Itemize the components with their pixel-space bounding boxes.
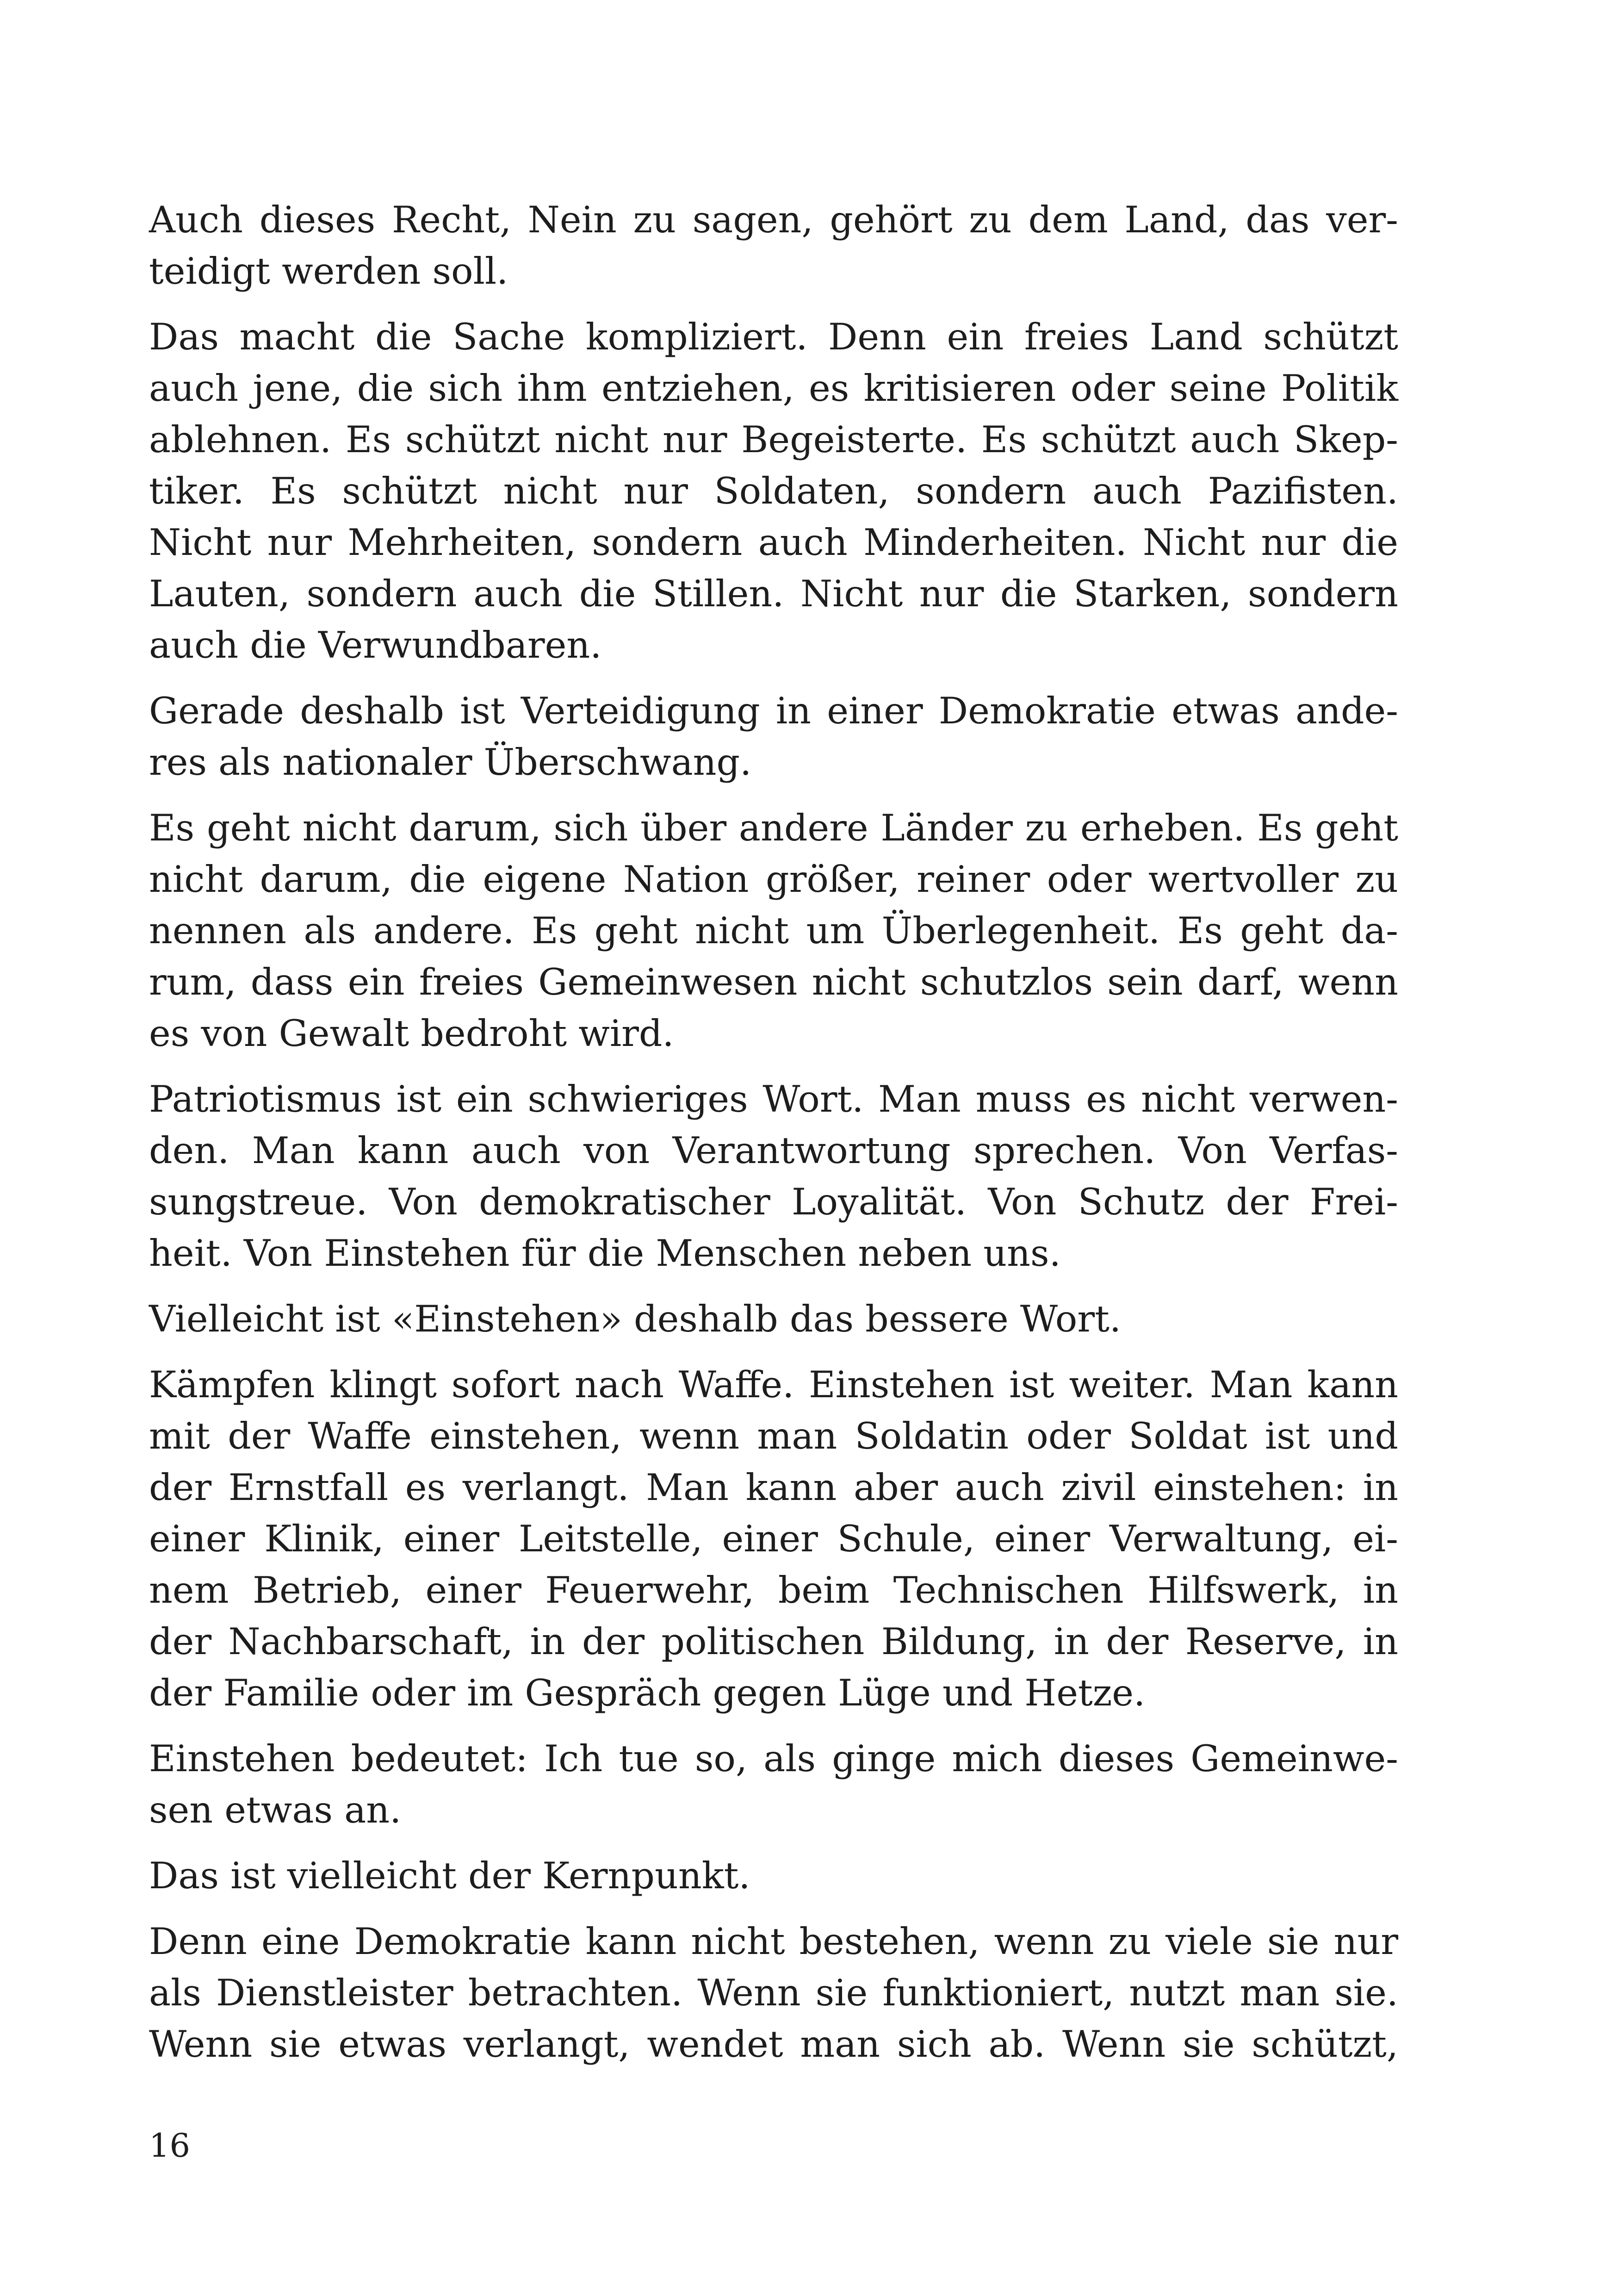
paragraph <box>149 1359 1398 1719</box>
text-line: res als nationaler Überschwang. <box>149 741 752 784</box>
paragraph <box>149 1850 1398 1902</box>
text-line: nicht darum, die eigene Nation größer, reiner oder wertvoller zu <box>149 858 1398 901</box>
paragraph <box>149 1294 1398 1345</box>
text-line: Denn eine Demokratie kann nicht bestehen, wenn zu viele sie nur <box>149 1920 1398 1963</box>
text-line: der Nachbarschaft, in der politischen Bildung, in der Reserve, in <box>149 1620 1398 1663</box>
text-line: es von Gewalt bedroht wird. <box>149 1012 674 1055</box>
text-line: auch jene, die sich ihm entziehen, es kritisieren oder seine Politik <box>149 367 1398 410</box>
paragraph <box>149 685 1398 788</box>
paragraph <box>149 1733 1398 1836</box>
text-line: nennen als andere. Es geht nicht um Überlegenheit. Es geht da- <box>149 909 1398 952</box>
text-line: teidigt werden soll. <box>149 250 508 292</box>
text-line: Kämpfen klingt sofort nach Waffe. Einstehen ist weiter. Man kann <box>149 1363 1398 1406</box>
text-line: Es geht nicht darum, sich über andere Länder zu erheben. Es geht <box>149 807 1398 849</box>
text-line: der Familie oder im Gespräch gegen Lüge und Hetze. <box>149 1672 1146 1714</box>
text-line: Vielleicht ist «Einstehen» deshalb das bessere Wort. <box>149 1298 1121 1340</box>
body-text <box>149 194 1398 2084</box>
text-line: Wenn sie etwas verlangt, wendet man sich ab. Wenn sie schützt, <box>149 2023 1398 2066</box>
text-line: als Dienstleister betrachten. Wenn sie funktioniert, nutzt man sie. <box>149 1972 1398 2014</box>
text-line: ablehnen. Es schützt nicht nur Begeisterte. Es schützt auch Skep- <box>149 418 1398 461</box>
text-line: heit. Von Einstehen für die Menschen neben uns. <box>149 1232 1061 1275</box>
paragraph <box>149 1916 1398 2070</box>
text-line: mit der Waffe einstehen, wenn man Soldatin oder Soldat ist und <box>149 1415 1398 1457</box>
text-line: Das ist vielleicht der Kernpunkt. <box>149 1854 750 1897</box>
text-line: Das macht die Sache kompliziert. Denn ein freies Land schützt <box>149 316 1398 358</box>
text-line: den. Man kann auch von Verantwortung sprechen. Von Verfas- <box>149 1129 1398 1172</box>
text-line: Gerade deshalb ist Verteidigung in einer Demokratie etwas ande- <box>149 690 1398 732</box>
paragraph <box>149 1074 1398 1279</box>
text-line: sen etwas an. <box>149 1789 402 1831</box>
text-line: sungstreue. Von demokratischer Loyalität. Von Schutz der Frei- <box>149 1181 1398 1223</box>
text-line: tiker. Es schützt nicht nur Soldaten, sondern auch Pazifisten. <box>149 470 1398 512</box>
text-line: Auch dieses Recht, Nein zu sagen, gehört zu dem Land, das ver- <box>149 199 1398 241</box>
text-line: Einstehen bedeutet: Ich tue so, als ginge mich dieses Gemeinwe- <box>149 1737 1398 1780</box>
text-line: nem Betrieb, einer Feuerwehr, beim Technischen Hilfswerk, in <box>149 1569 1398 1612</box>
text-line: einer Klinik, einer Leitstelle, einer Schule, einer Verwaltung, ei- <box>149 1518 1398 1560</box>
text-line: Patriotismus ist ein schwieriges Wort. Man muss es nicht verwen- <box>149 1078 1398 1120</box>
text-line: rum, dass ein freies Gemeinwesen nicht schutzlos sein darf, wenn <box>149 961 1398 1003</box>
paragraph <box>149 194 1398 297</box>
page-number: 16 <box>149 2127 191 2165</box>
paragraph <box>149 803 1398 1059</box>
text-line: Lauten, sondern auch die Stillen. Nicht nur die Starken, sondern <box>149 572 1398 615</box>
text-line: auch die Verwundbaren. <box>149 624 602 666</box>
paragraph <box>149 311 1398 671</box>
text-line: der Ernstfall es verlangt. Man kann aber auch zivil einstehen: in <box>149 1466 1398 1509</box>
text-line: Nicht nur Mehrheiten, sondern auch Minderheiten. Nicht nur die <box>149 521 1398 564</box>
